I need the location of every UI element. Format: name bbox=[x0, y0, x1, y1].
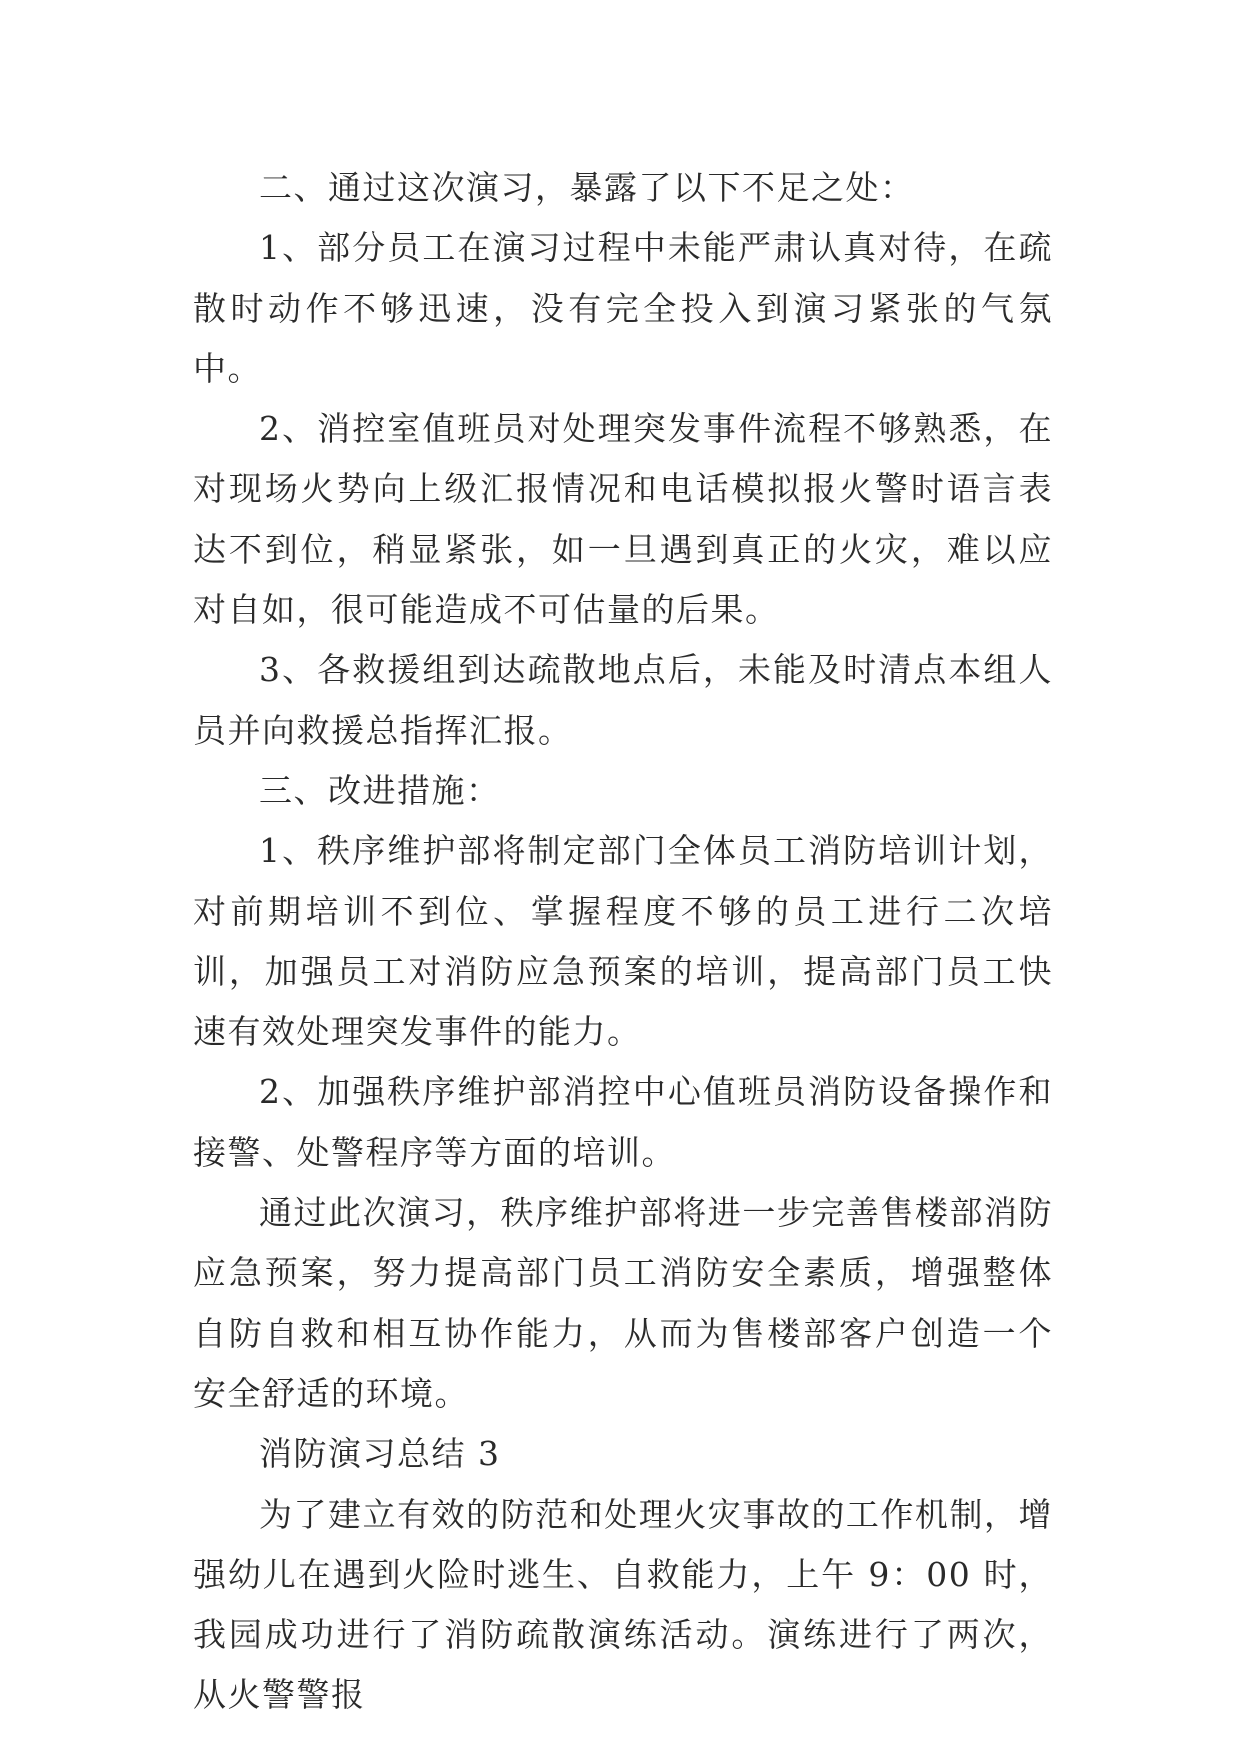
paragraph-summary-3-intro: 为了建立有效的防范和处理火灾事故的工作机制，增强幼儿在遇到火险时逃生、自救能力，上午 9：00 时，我园成功进行了消防疏散演练活动。演练进行了两次，从火警警报 bbox=[193, 1494, 1053, 1715]
section-heading-improvements: 三、改进措施： bbox=[259, 770, 501, 810]
paragraph-conclusion: 通过此次演习，秩序维护部将进一步完善售楼部消防应急预案，努力提高部门员工消防安全素质，增强整体自防自救和相互协作能力，从而为售楼部客户创造一个安全舒适的环境。 bbox=[193, 1193, 1053, 1413]
section-title-summary-3: 消防演习总结 3 bbox=[259, 1434, 501, 1474]
document-body bbox=[193, 158, 1053, 1726]
paragraph-improvement-1: 1、秩序维护部将制定部门全体员工消防培训计划，对前期培训不到位、掌握程度不够的员工进行二次培训，加强员工对消防应急预案的培训，提高部门员工快速有效处理突发事件的能力。 bbox=[193, 831, 1053, 1052]
paragraph-shortcoming-2: 2、消控室值班员对处理突发事件流程不够熟悉，在对现场火势向上级汇报情况和电话模拟报火警时语言表达不到位，稍显紧张，如一旦遇到真正的火灾，难以应对自如，很可能造成不可估量的后果。 bbox=[193, 409, 1053, 630]
paragraph-improvement-2: 2、加强秩序维护部消控中心值班员消防设备操作和接警、处警程序等方面的培训。 bbox=[193, 1072, 1053, 1172]
section-heading-shortcomings: 二、通过这次演习，暴露了以下不足之处： bbox=[259, 168, 915, 207]
paragraph-shortcoming-1: 1、部分员工在演习过程中未能严肃认真对待，在疏散时动作不够迅速，没有完全投入到演习紧张的气氛中。 bbox=[193, 228, 1053, 388]
paragraph-shortcoming-3: 3、各救援组到达疏散地点后，未能及时清点本组人员并向救援总指挥汇报。 bbox=[193, 650, 1053, 750]
